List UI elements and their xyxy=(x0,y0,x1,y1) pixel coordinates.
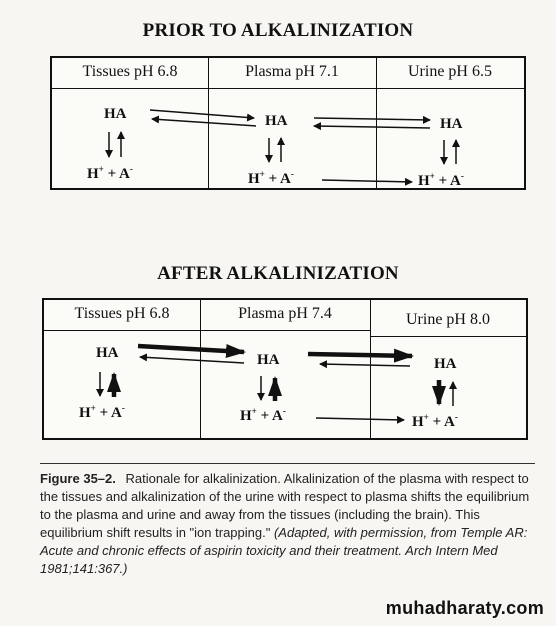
bottom-arrow-plasma-to-urine xyxy=(308,354,412,356)
top-arrow-plasma-to-urine xyxy=(314,118,430,120)
site-watermark: muhadharaty.com xyxy=(385,598,544,618)
top-plasma-ions: H+ + A- xyxy=(248,169,294,187)
top-urine-ions: H+ + A- xyxy=(418,171,464,189)
bottom-plasma-ha: HA xyxy=(257,352,280,368)
caption-text: Rationale for alkalinization. Alkalinization of the plasma with respect to the tissues and alkalinization of the urine with respect to plasma shifts the equilibrium to the plasma and urine and away from the tissues (including the brain). This equilibrium shift results in "ion trapping." xyxy=(40,471,530,540)
top-tissues-ha: HA xyxy=(104,106,127,122)
bottom-plasma-ions: H+ + A- xyxy=(240,406,286,424)
bottom-arrow-tissues-to-plasma xyxy=(138,346,244,352)
top-tissues-ions: H+ + A- xyxy=(87,164,133,182)
bottom-urine-ha: HA xyxy=(434,356,457,372)
top-arrow-tissues-to-plasma xyxy=(150,110,254,118)
top-plasma-ha: HA xyxy=(265,113,288,129)
bottom-arrow-plasma-to-tissues xyxy=(140,357,244,363)
top-arrow-ions-plasma-to-urine xyxy=(322,180,412,182)
top-equilibrium-arrows xyxy=(52,58,528,192)
bottom-tissues-ha: HA xyxy=(96,345,119,361)
figure-caption xyxy=(40,470,535,578)
top-diagram-title: PRIOR TO ALKALINIZATION xyxy=(142,20,414,41)
top-urine-ha: HA xyxy=(440,116,463,132)
top-header-plasma: Plasma pH 7.1 xyxy=(245,63,339,80)
bottom-header-plasma: Plasma pH 7.4 xyxy=(238,305,332,322)
caption-rule xyxy=(40,463,535,464)
caption-citation: (Adapted, with permission, from Temple AR: Acute and chronic effects of aspirin toxicity and their treatment. Arch Intern Med 1981;141:367.) xyxy=(40,525,528,576)
bottom-diagram-panel xyxy=(42,298,528,440)
bottom-diagram-title: AFTER ALKALINIZATION xyxy=(157,263,399,284)
bottom-tissues-ions: H+ + A- xyxy=(79,403,125,421)
top-header-tissues: Tissues pH 6.8 xyxy=(82,63,178,80)
top-arrow-plasma-to-tissues xyxy=(152,119,256,126)
bottom-arrow-ions-plasma-to-urine xyxy=(316,418,404,420)
top-arrow-urine-to-plasma xyxy=(314,126,430,128)
bottom-arrow-urine-to-plasma xyxy=(320,364,410,366)
top-diagram-panel xyxy=(50,56,526,190)
figure-label: Figure 35–2. xyxy=(40,471,116,486)
bottom-equilibrium-arrows xyxy=(44,300,530,442)
top-header-urine: Urine pH 6.5 xyxy=(408,63,492,80)
bottom-urine-ions: H+ + A- xyxy=(412,412,458,430)
bottom-header-tissues: Tissues pH 6.8 xyxy=(74,305,170,322)
bottom-header-urine: Urine pH 8.0 xyxy=(406,311,490,328)
